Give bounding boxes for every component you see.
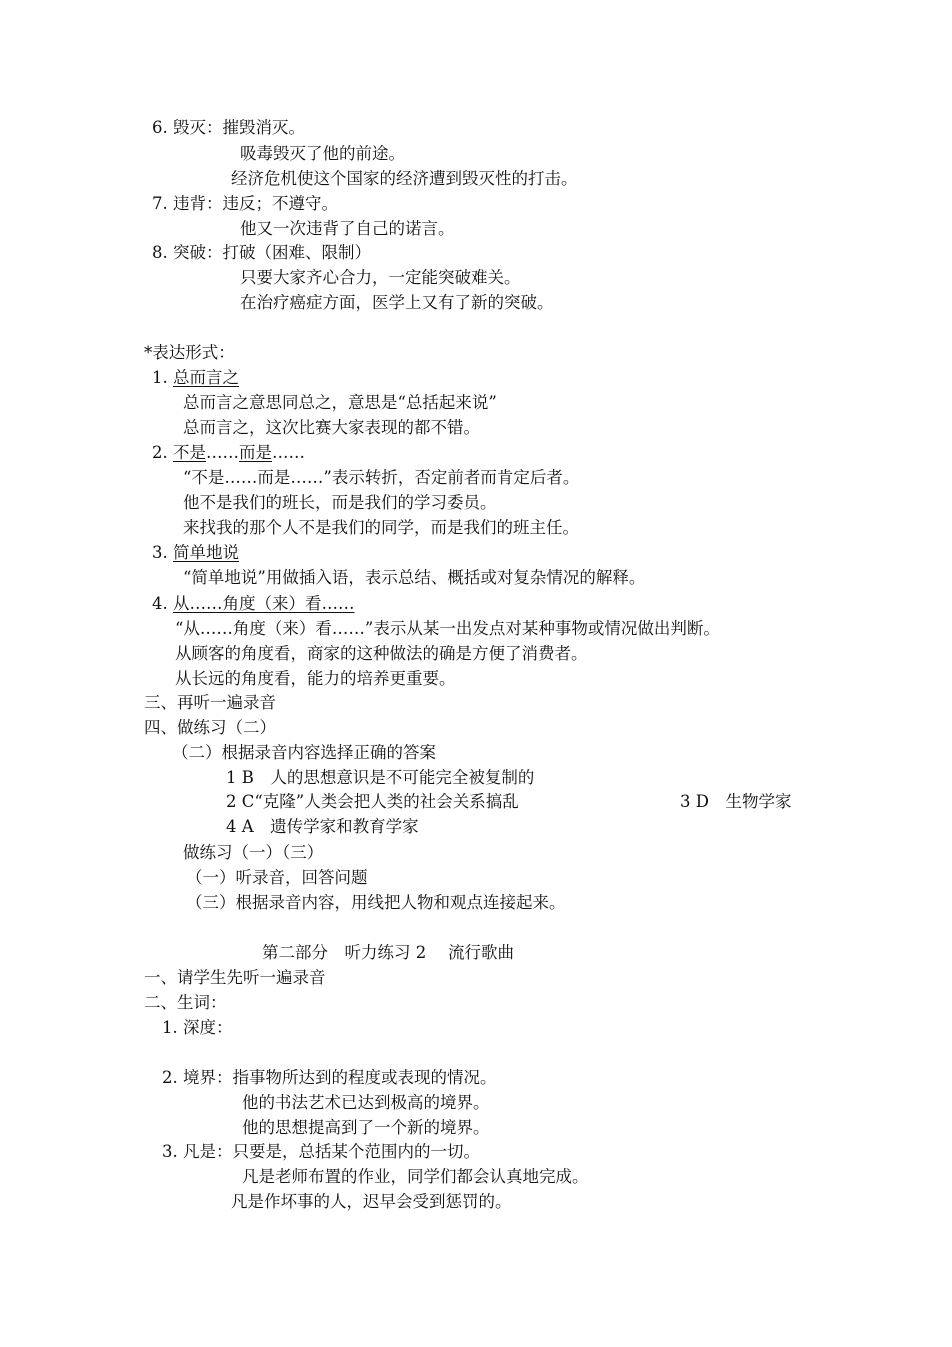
item-number: 1. <box>152 368 168 387</box>
item-number: 7. <box>152 194 168 213</box>
vocab-item-3 <box>162 1142 480 1162</box>
ellipsis: …… <box>189 594 223 613</box>
vocab-item-2 <box>162 1068 497 1088</box>
item-number: 8. <box>152 243 168 262</box>
vocab-definition: 只要是，总括某个范围内的一切。 <box>232 1142 480 1161</box>
vocab-term: 深度： <box>183 1018 233 1037</box>
expression-title-part: 而是 <box>239 443 272 462</box>
vocab-item-8 <box>152 243 371 263</box>
example-sentence: 从顾客的角度看，商家的这种做法的确是方便了消费者。 <box>175 644 588 663</box>
vocab-definition: 打破（困难、限制） <box>222 243 371 262</box>
expression-item-4 <box>152 594 355 614</box>
ellipsis: …… <box>206 443 239 462</box>
answer-line: 1 B 人的思想意识是不可能完全被复制的 <box>226 768 535 787</box>
answer-line: 2 C“克隆”人类会把人类的社会关系搞乱 <box>226 792 519 811</box>
vocab-term: 突破： <box>173 243 223 262</box>
step-heading: 二、生词： <box>144 993 227 1012</box>
expression-title-part: 从 <box>173 594 190 613</box>
example-sentence: 在治疗癌症方面，医学上又有了新的突破。 <box>240 293 554 312</box>
vocab-term: 境界： <box>183 1068 233 1087</box>
item-number: 6. <box>152 118 168 137</box>
expression-title-part: 角度（来）看…… <box>222 594 355 613</box>
example-sentence: 凡是老师布置的作业，同学们都会认真地完成。 <box>242 1167 589 1186</box>
item-number: 1. <box>162 1018 178 1037</box>
practice-heading: 做练习（一）（三） <box>183 843 324 862</box>
example-sentence: 他不是我们的班长，而是我们的学习委员。 <box>183 493 497 512</box>
answer-line: 4 A 遗传学家和教育学家 <box>226 817 419 836</box>
example-sentence: 吸毒毁灭了他的前途。 <box>240 144 405 163</box>
item-number: 4. <box>152 594 168 613</box>
vocab-term: 违背： <box>173 194 223 213</box>
example-sentence: 经济危机使这个国家的经济遭到毁灭性的打击。 <box>231 169 578 188</box>
vocab-item-6 <box>152 118 305 138</box>
example-sentence: 他又一次违背了自己的诺言。 <box>240 219 455 238</box>
explanation-line: 总而言之意思同总之，意思是“总括起来说” <box>183 393 497 412</box>
practice-line: （一）听录音，回答问题 <box>186 868 368 887</box>
practice-line: （三）根据录音内容，用线把人物和观点连接起来。 <box>186 893 566 912</box>
expression-item-3 <box>152 543 239 563</box>
section-heading: *表达形式： <box>144 343 235 362</box>
expression-title: 简单地说 <box>173 543 239 562</box>
answer-line: 3 D 生物学家 <box>680 792 792 811</box>
example-sentence: 从长远的角度看，能力的培养更重要。 <box>175 669 456 688</box>
vocab-item-7 <box>152 194 338 214</box>
vocab-term: 凡是： <box>183 1142 233 1161</box>
expression-item-1 <box>152 368 239 388</box>
vocab-definition: 指事物所达到的程度或表现的情况。 <box>232 1068 497 1087</box>
example-sentence: 他的书法艺术已达到极高的境界。 <box>242 1093 490 1112</box>
step-heading: 四、做练习（二） <box>144 718 276 737</box>
explanation-line: “不是……而是……”表示转折，否定前者而肯定后者。 <box>183 468 580 487</box>
example-sentence: 来找我的那个人不是我们的同学，而是我们的班主任。 <box>183 518 579 537</box>
vocab-item-1 <box>162 1018 233 1038</box>
explanation-line: “从……角度（来）看……”表示从某一出发点对某种事物或情况做出判断。 <box>175 619 720 638</box>
ellipsis: …… <box>272 443 305 462</box>
expression-title-part: 不是 <box>173 443 206 462</box>
item-number: 2. <box>152 443 168 462</box>
item-number: 3. <box>152 543 168 562</box>
item-number: 2. <box>162 1068 178 1087</box>
item-number: 3. <box>162 1142 178 1161</box>
explanation-line: “简单地说”用做插入语，表示总结、概括或对复杂情况的解释。 <box>183 568 646 587</box>
exercise-heading: （二）根据录音内容选择正确的答案 <box>172 743 436 762</box>
vocab-definition: 摧毁消灭。 <box>222 118 305 137</box>
step-heading: 三、再听一遍录音 <box>144 693 276 712</box>
vocab-term: 毁灭： <box>173 118 223 137</box>
part-title: 第二部分 听力练习 2 流行歌曲 <box>262 943 514 962</box>
example-sentence: 总而言之，这次比赛大家表现的都不错。 <box>183 418 480 437</box>
expression-title: 总而言之 <box>173 368 239 387</box>
example-sentence: 凡是作坏事的人，迟早会受到惩罚的。 <box>231 1192 512 1211</box>
example-sentence: 他的思想提高到了一个新的境界。 <box>242 1118 490 1137</box>
expression-item-2 <box>152 443 305 463</box>
step-heading: 一、请学生先听一遍录音 <box>144 968 326 987</box>
example-sentence: 只要大家齐心合力，一定能突破难关。 <box>240 268 521 287</box>
vocab-definition: 违反；不遵守。 <box>222 194 338 213</box>
